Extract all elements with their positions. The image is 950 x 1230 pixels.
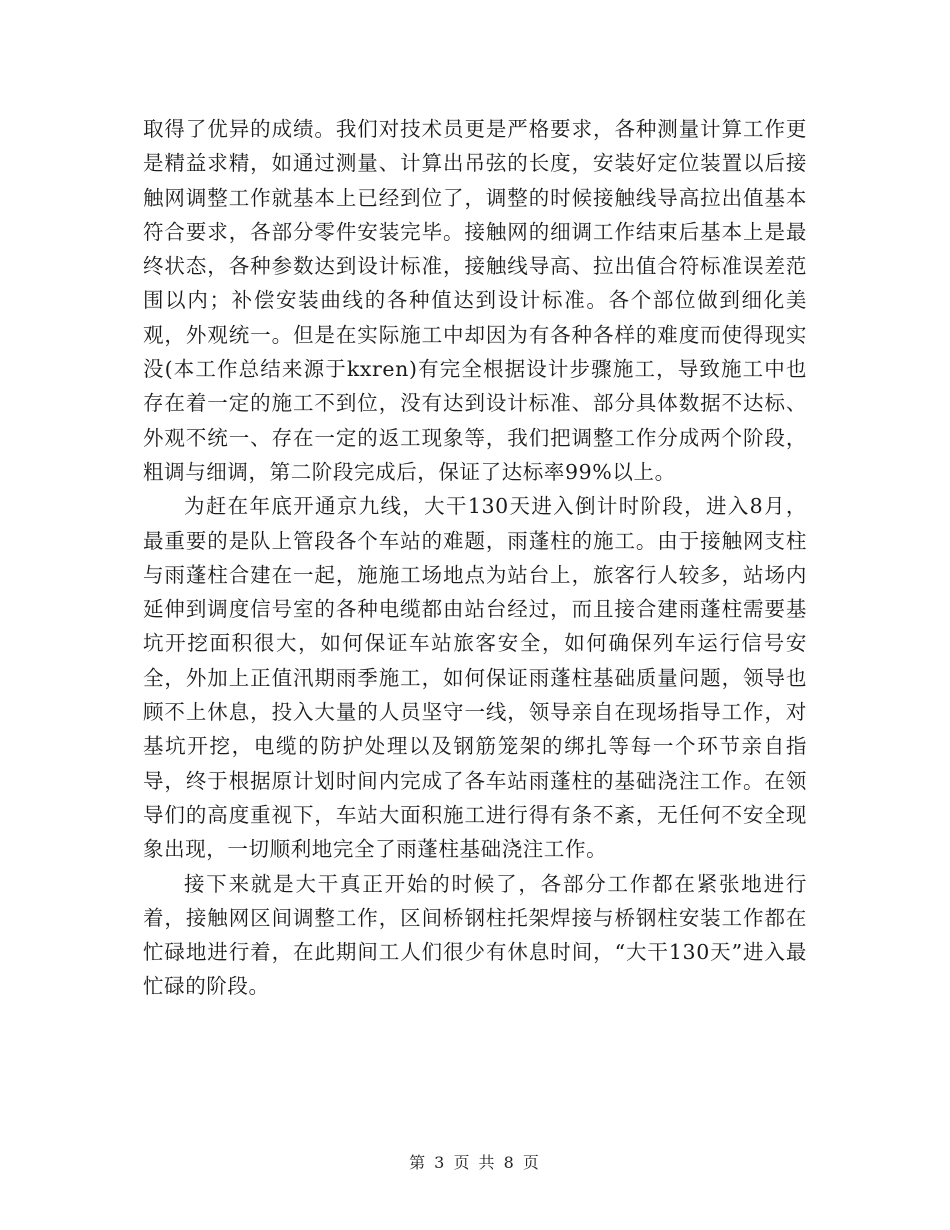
paragraph-2: 为赶在年底开通京九线，大干130天进入倒计时阶段，进入8月，最重要的是队上管段各个车站的难题，雨蓬柱的施工。由于接触网支柱与雨蓬柱合建在一起，施施工场地点为站台上，旅客行人较多，站场内延伸到调度信号室的各种电缆都由站台经过，而且接合建雨蓬柱需要基坑开挖面积很大，如何保证车站旅客安全，如何确保列车运行信号安全，外加上正值汛期雨季施工，如何保证雨蓬柱基础质量问题，领导也顾不上休息，投入大量的人员坚守一线，领导亲自在现场指导工作，对基坑开挖，电缆的防护处理以及钢筋笼架的绑扎等每一个环节亲自指导，终于根据原计划时间内完成了各车站雨蓬柱的基础浇注工作。在领导们的高度重视下，车站大面积施工进行得有条不紊，无任何不安全现象出现，一切顺利地完全了雨蓬柱基础浇注工作。: [143, 494, 807, 862]
paragraph-1: 取得了优异的成绩。我们对技术员更是严格要求，各种测量计算工作更是精益求精，如通过测量、计算出吊弦的长度，安装好定位装置以后接触网调整工作就基本上已经到位了，调整的时候接触线导高拉出值基本符合要求，各部分零件安装完毕。接触网的细调工作结束后基本上是最终状态，各种参数达到设计标准，接触线导高、拉出值合符标准误差范围以内；补偿安装曲线的各种值达到设计标准。各个部位做到细化美观，外观统一。但是在实际施工中却因为有各种各样的难度而使得现实没(本工作总结来源于kxren)有完全根据设计步骤施工，导致施工中也存在着一定的施工不到位，没有达到设计标准、部分具体数据不达标、外观不统一、存在一定的返工现象等，我们把调整工作分成两个阶段，粗调与细调，第二阶段完成后，保证了达标率99%以上。: [143, 117, 807, 484]
document-body: [143, 112, 807, 1004]
paragraph-3: 接下来就是大干真正开始的时候了，各部分工作都在紧张地进行着，接触网区间调整工作，区间桥钢柱托架焊接与桥钢柱安装工作都在忙碌地进行着，在此期间工人们很少有休息时间，“大干130天”进入最忙碌的阶段。: [143, 871, 807, 999]
page-number-footer: 第 3 页 共 8 页: [409, 1153, 541, 1172]
